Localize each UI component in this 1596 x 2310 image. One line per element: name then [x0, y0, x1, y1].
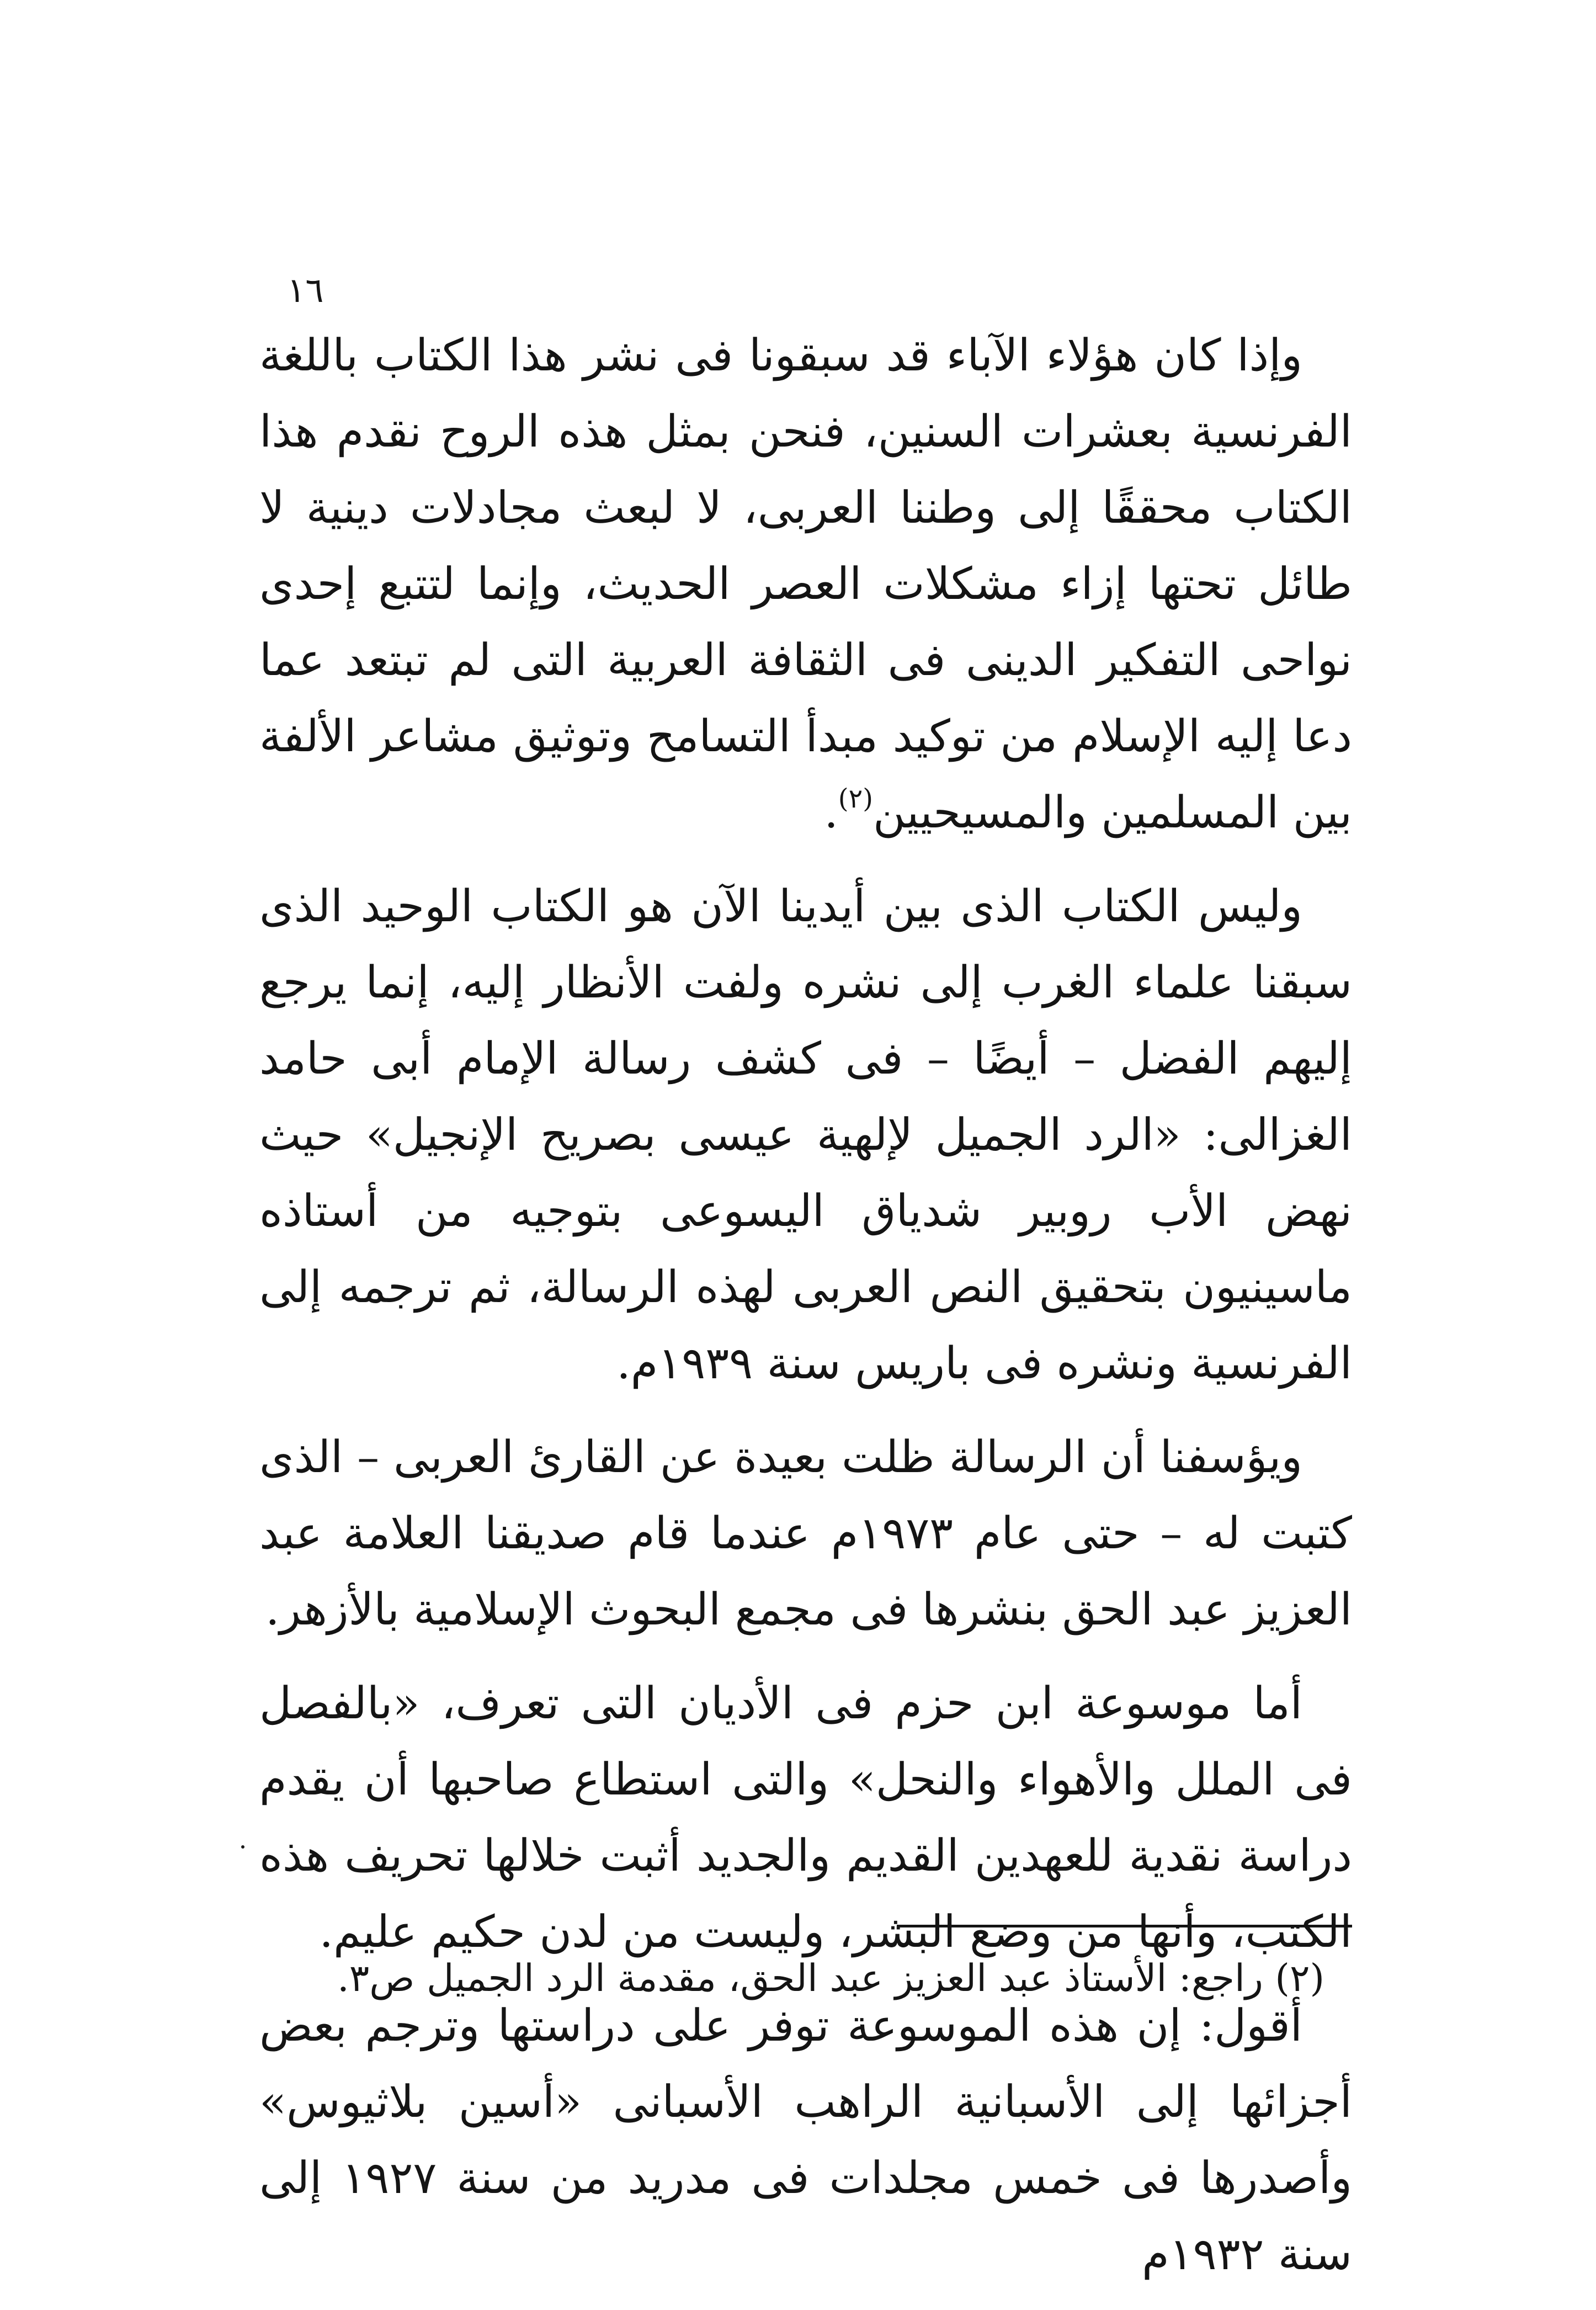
paragraph-1-text: وإذا كان هؤلاء الآباء قد سبقونا فى نشر هذا الكتاب باللغة الفرنسية بعشرات السنين، فنحن بمثل هذه الروح نقدم هذا الكتاب محققًا إلى وطننا العربى، لا لبعث مجادلات دينية لا طائل تحتها إزاء مشكلات العصر الحديث، وإنما لتتبع إحدى نواحى التفكير الدينى فى الثقافة العربية التى لم تبتعد عما دعا إليه الإسلام من توكيد مبدأ التسامح وتوثيق مشاعر الألفة بين المسلمين والمسيحيين: [259, 330, 1353, 838]
footnote-divider: [897, 1925, 1352, 1927]
paragraph-5: أقول: إن هذه الموسوعة توفر على دراستها وترجم بعض أجزائها إلى الأسبانية الراهب الأسبانى «أسين بلاثيوس» وأصدرها فى خمس مجلدات فى مدريد من سنة ١٩٢٧ إلى سنة ١٩٣٢م: [259, 2000, 1352, 2280]
paragraph-4: أما موسوعة ابن حزم فى الأديان التى تعرف، «بالفصل فى الملل والأهواء والنحل» والتى استطاع صاحبها أن يقدم دراسة نقدية للعهدين القديم والجديد أثبت خلالها تحريف هذه الكتب، وأنها من وضع البشر، وليست من لدن حكيم عليم.: [259, 1677, 1352, 1957]
footnote: (٢) راجع: الأستاذ عبد العزيز عبد الحق، مقدمة الرد الجميل ص٣.: [337, 1957, 1324, 2000]
scan-speck: [241, 1845, 244, 1849]
paragraph-1-tail: .: [824, 787, 838, 838]
page-number: ١٦: [287, 270, 324, 310]
paragraph-1: [259, 317, 1352, 851]
main-text: [259, 317, 1352, 2310]
paragraph-3: ويؤسفنا أن الرسالة ظلت بعيدة عن القارئ العربى – الذى كتبت له – حتى عام ١٩٧٣م عندما قام صديقنا العلامة عبد العزيز عبد الحق بنشرها فى مجمع البحوث الإسلامية بالأزهر.: [259, 1431, 1352, 1635]
paragraph-2: وليس الكتاب الذى بين أيدينا الآن هو الكتاب الوحيد الذى سبقنا علماء الغرب إلى نشره ولفت الأنظار إليه، إنما يرجع إليهم الفضل – أيضًا – فى كشف رسالة الإمام أبى حامد الغزالى: «الرد الجميل لإلهية عيسى بصريح الإنجيل» حيث نهض الأب روبير شدياق اليسوعى بتوجيه من أستاذه ماسينيون بتحقيق النص العربى لهذه الرسالة، ثم ترجمه إلى الفرنسية ونشره فى باريس سنة ١٩٣٩م.: [259, 880, 1352, 1389]
footnote-ref-2: (٢): [838, 783, 874, 814]
